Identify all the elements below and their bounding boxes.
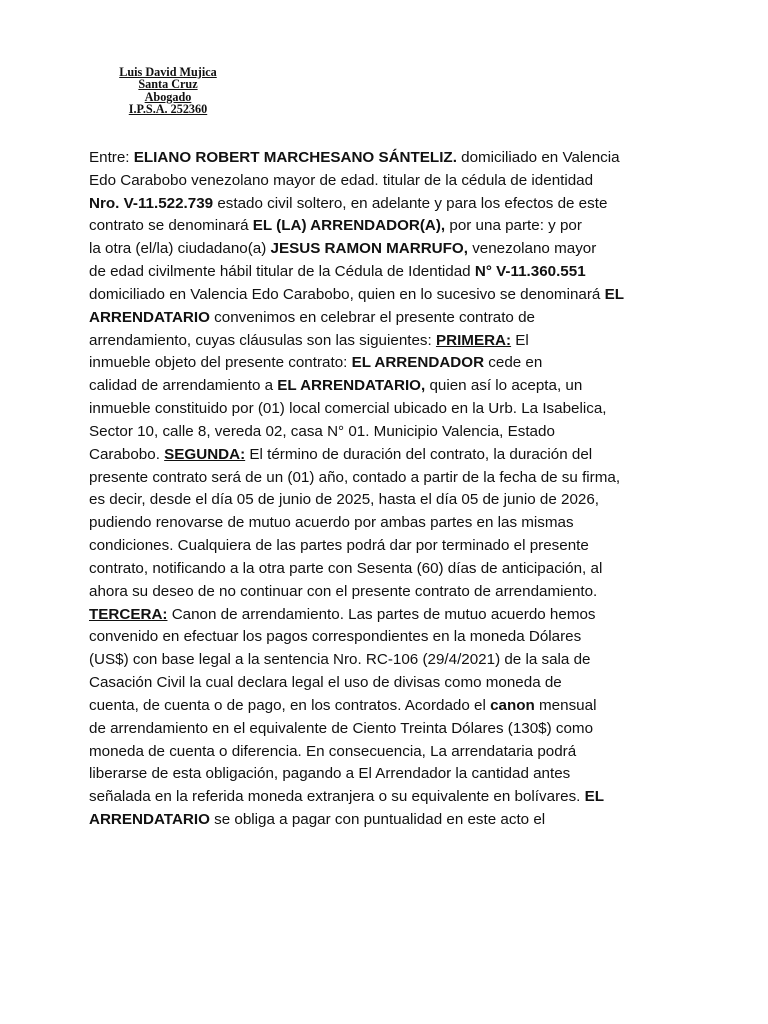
contract-text: arrendamiento, cuyas cláusulas son las siguientes: (89, 331, 436, 349)
contract-line (89, 170, 671, 193)
lawyer-title: Abogado (144, 89, 192, 104)
contract-text: Entre: (89, 149, 134, 166)
contract-text: la otra (el/la) ciudadano(a) (89, 240, 271, 258)
contract-text: El (511, 331, 529, 349)
contract-line (89, 307, 671, 330)
bold-term: JESUS RAMON MARRUFO, (270, 240, 468, 258)
contract-text: de arrendamiento en el equivalente de Ciento Treinta Dólares (130$) como (89, 719, 594, 737)
contract-body (89, 147, 671, 832)
contract-line (89, 398, 671, 421)
clause-heading: SEGUNDA: (164, 445, 246, 463)
contract-line (89, 512, 671, 535)
contract-text: Carabobo. (89, 445, 165, 463)
contract-text: calidad de arrendamiento a (89, 377, 278, 395)
contract-text: contrato se denominará (89, 217, 253, 235)
lawyer-name-line-1: Luis David Mujica (119, 65, 217, 79)
contract-line (89, 421, 671, 444)
contract-text: inmueble objeto del presente contrato: (89, 354, 352, 372)
contract-line (89, 809, 671, 832)
contract-text: señalada en la referida moneda extranjera o su equivalente en bolívares. (89, 788, 585, 806)
contract-text: pudiendo renovarse de mutuo acuerdo por ambas partes en las mismas (89, 514, 574, 532)
contract-line (89, 193, 671, 216)
contract-line (89, 489, 671, 512)
contract-line (89, 330, 671, 353)
contract-text: Casación Civil la cual declara legal el uso de divisas como moneda de (89, 674, 562, 692)
contract-text: El término de duración del contrato, la duración del (245, 445, 593, 463)
lawyer-registration: I.P.S.A. 252360 (128, 102, 208, 117)
bold-term: Nro. V-11.522.739 (89, 194, 214, 212)
contract-line (89, 238, 671, 261)
contract-line (89, 581, 671, 604)
contract-text: venezolano mayor (467, 240, 597, 258)
contract-line (89, 558, 671, 581)
bold-term: EL (604, 285, 624, 303)
bold-term: EL (LA) ARRENDADOR(A), (252, 217, 446, 235)
bold-term: ELIANO ROBERT MARCHESANO SÁNTELIZ. (133, 149, 457, 166)
contract-line (89, 352, 671, 375)
clause-heading: TERCERA: (89, 605, 168, 623)
contract-text: moneda de cuenta o diferencia. En consecuencia, La arrendataria podrá (89, 742, 577, 760)
contract-text: Canon de arrendamiento. Las partes de mutuo acuerdo hemos (167, 605, 596, 623)
contract-line (89, 626, 671, 649)
bold-term: canon (490, 696, 535, 714)
contract-text: liberarse de esta obligación, pagando a El Arrendador la cantidad antes (89, 765, 571, 783)
contract-text: condiciones. Cualquiera de las partes podrá dar por terminado el presente (89, 537, 589, 555)
contract-text: quien así lo acepta, un (425, 377, 583, 395)
contract-text: domiciliado en Valencia (456, 149, 620, 166)
bold-term: ARRENDATARIO (89, 811, 210, 829)
bold-term: EL ARRENDADOR (351, 354, 485, 372)
contract-line (89, 672, 671, 695)
contract-text: convenido en efectuar los pagos correspondientes en la moneda Dólares (89, 628, 582, 646)
contract-text: (US$) con base legal a la sentencia Nro. RC-106 (29/4/2021) de la sala de (89, 651, 591, 669)
bold-term: EL (584, 788, 605, 806)
contract-text: por una parte: y por (445, 217, 582, 235)
contract-line (89, 261, 671, 284)
clause-heading: PRIMERA: (435, 331, 512, 349)
contract-line (89, 375, 671, 398)
contract-line (89, 718, 671, 741)
contract-line (89, 649, 671, 672)
contract-text: contrato, notificando a la otra parte con Sesenta (60) días de anticipación, al (89, 559, 603, 577)
bold-term: N° V-11.360.551 (474, 263, 586, 281)
contract-line (89, 444, 671, 467)
contract-line (89, 604, 671, 627)
contract-text: inmueble constituido por (01) local comercial ubicado en la Urb. La Isabelica, (89, 400, 607, 418)
contract-text: cede en (484, 354, 543, 372)
contract-line (89, 786, 671, 809)
contract-text: cuenta, de cuenta o de pago, en los contratos. Acordado el (89, 696, 491, 714)
contract-text: presente contrato será de un (01) año, contado a partir de la fecha de su firma, (89, 468, 621, 486)
contract-text: se obliga a pagar con puntualidad en este acto el (209, 811, 546, 829)
contract-text: domiciliado en Valencia Edo Carabobo, quien en lo sucesivo se denominará (89, 285, 605, 303)
contract-line (89, 284, 671, 307)
contract-line (89, 763, 671, 786)
letterhead (112, 66, 224, 116)
contract-line (89, 535, 671, 558)
lawyer-name-line-2: Santa Cruz (138, 77, 198, 92)
contract-text: de edad civilmente hábil titular de la Cédula de Identidad (89, 263, 475, 281)
contract-line (89, 695, 671, 718)
contract-text: mensual (534, 696, 597, 714)
contract-text: es decir, desde el día 05 de junio de 2025, hasta el día 05 de junio de 2026, (89, 491, 600, 509)
contract-line (89, 467, 671, 490)
bold-term: ARRENDATARIO (89, 308, 210, 326)
contract-text: convenimos en celebrar el presente contrato de (209, 308, 535, 326)
contract-line (89, 147, 671, 170)
contract-text: estado civil soltero, en adelante y para los efectos de este (213, 194, 608, 212)
contract-line (89, 741, 671, 764)
contract-line (89, 215, 671, 238)
contract-text: ahora su deseo de no continuar con el presente contrato de arrendamiento. (89, 582, 598, 600)
contract-text: Sector 10, calle 8, vereda 02, casa N° 01. Municipio Valencia, Estado (89, 422, 555, 440)
contract-text: Edo Carabobo venezolano mayor de edad. titular de la cédula de identidad (89, 171, 594, 189)
bold-term: EL ARRENDATARIO, (277, 377, 426, 395)
